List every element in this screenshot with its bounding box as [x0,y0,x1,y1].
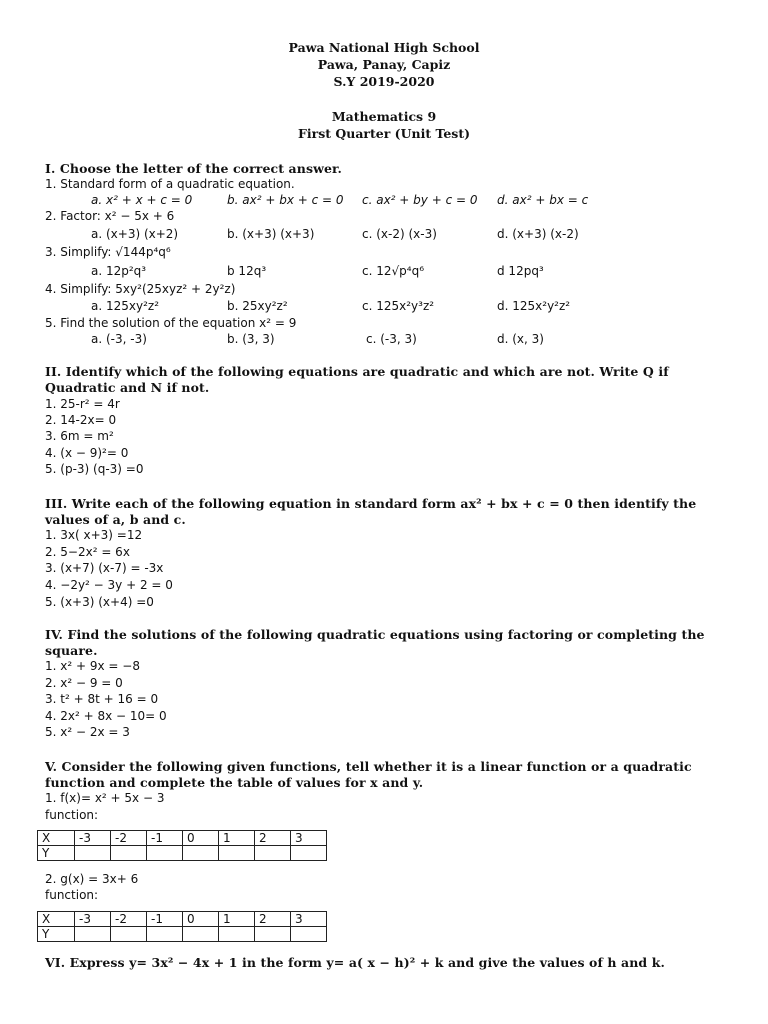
q2-option-c: c. (x-2) (x-3) [362,227,437,241]
part2-item: 3. 6m = m² [45,429,114,443]
school-year: S.Y 2019-2020 [333,74,435,89]
part4-item: 1. x² + 9x = −8 [45,659,140,673]
x-header-cell: X [38,912,75,927]
part4-item: 5. x² − 2x = 3 [45,725,130,739]
table-row-y [38,846,327,861]
x-value-cell: -2 [111,912,147,927]
part3-item: 5. (x+3) (x+4) =0 [45,595,154,609]
school-address: Pawa, Panay, Capiz [317,57,451,72]
q3-option-d: d 12pq³ [497,264,544,278]
school-name: Pawa National High School [288,40,480,55]
y-answer-cell[interactable] [75,846,111,861]
x-value-cell: -1 [147,831,183,846]
x-value-cell: 3 [291,912,327,927]
part1-q5: 5. Find the solution of the equation x² = 9 [45,316,297,330]
part3-item: 2. 5−2x² = 6x [45,545,130,559]
part4-item: 4. 2x² + 8x − 10= 0 [45,709,167,723]
x-value-cell: -3 [75,912,111,927]
part1-q1: 1. Standard form of a quadratic equation. [45,177,295,191]
q2-option-a: a. (x+3) (x+2) [91,227,179,241]
y-header-cell: Y [38,846,75,861]
q3-option-a: a. 12p²q³ [91,264,147,278]
x-value-cell: 1 [219,912,255,927]
y-answer-cell[interactable] [291,846,327,861]
part4-item: 3. t² + 8t + 16 = 0 [45,692,159,706]
x-value-cell: 3 [291,831,327,846]
q3-option-b: b 12q³ [227,264,267,278]
y-answer-cell[interactable] [219,927,255,942]
part2-heading-line2: Quadratic and N if not. [45,380,210,395]
part1-heading: I. Choose the letter of the correct answer. [45,161,342,176]
part2-item: 1. 25-r² = 4r [45,397,120,411]
q3-option-c: c. 12√p⁴q⁶ [362,264,424,278]
q2-option-b: b. (x+3) (x+3) [227,227,315,241]
table-of-values-g [37,911,327,942]
y-answer-cell[interactable] [147,846,183,861]
x-value-cell: -1 [147,912,183,927]
q5-option-a: a. (-3, -3) [91,332,147,346]
x-value-cell: -3 [75,831,111,846]
part4-item: 2. x² − 9 = 0 [45,676,123,690]
y-answer-cell[interactable] [111,846,147,861]
q1-option-c: c. ax² + by + c = 0 [362,193,478,207]
exam-title: First Quarter (Unit Test) [297,126,471,141]
part3-item: 4. −2y² − 3y + 2 = 0 [45,578,173,592]
part3-heading-line1: III. Write each of the following equation in standard form ax² + bx + c = 0 then identify the [45,496,697,511]
q4-option-d: d. 125x²y²z² [497,299,571,313]
function-f: 1. f(x)= x² + 5x − 3 [45,791,165,805]
part5-heading-line1: V. Consider the following given functions, tell whether it is a linear function or a quadratic [45,759,692,774]
q5-option-d: d. (x, 3) [497,332,544,346]
function-g: 2. g(x) = 3x+ 6 [45,872,139,886]
x-value-cell: -2 [111,831,147,846]
y-answer-cell[interactable] [183,927,219,942]
q4-option-c: c. 125x²y³z² [362,299,435,313]
part5-heading-line2: function and complete the table of values for x and y. [45,775,424,790]
q4-option-b: b. 25xy²z² [227,299,288,313]
y-answer-cell[interactable] [111,927,147,942]
table-of-values-f [37,830,327,861]
q1-option-d: d. ax² + bx = c [497,193,589,207]
part3-item: 1. 3x( x+3) =12 [45,528,143,542]
y-answer-cell[interactable] [219,846,255,861]
q2-option-d: d. (x+3) (x-2) [497,227,579,241]
part4-heading-line1: IV. Find the solutions of the following quadratic equations using factoring or completing the [45,627,705,642]
x-header-cell: X [38,831,75,846]
y-answer-cell[interactable] [255,846,291,861]
part1-q3: 3. Simplify: √144p⁴q⁶ [45,245,171,259]
q5-option-c: c. (-3, 3) [366,332,417,346]
q4-option-a: a. 125xy²z² [91,299,160,313]
part2-item: 2. 14-2x= 0 [45,413,117,427]
part2-item: 4. (x − 9)²= 0 [45,446,129,460]
x-value-cell: 1 [219,831,255,846]
q1-option-b: b. ax² + bx + c = 0 [227,193,344,207]
x-value-cell: 0 [183,912,219,927]
q1-option-a: a. x² + x + c = 0 [91,193,193,207]
x-value-cell: 0 [183,831,219,846]
part2-heading-line1: II. Identify which of the following equations are quadratic and which are not. Write Q if [45,364,669,379]
part3-heading-line2: values of a, b and c. [45,512,186,527]
part4-heading-line2: square. [45,643,98,658]
table-row-y [38,927,327,942]
table-row-x [38,912,327,927]
part3-item: 3. (x+7) (x-7) = -3x [45,561,164,575]
y-answer-cell[interactable] [75,927,111,942]
y-header-cell: Y [38,927,75,942]
y-answer-cell[interactable] [291,927,327,942]
q5-option-b: b. (3, 3) [227,332,275,346]
part1-q4: 4. Simplify: 5xy²(25xyz² + 2y²z) [45,282,236,296]
x-value-cell: 2 [255,831,291,846]
table-row-x [38,831,327,846]
y-answer-cell[interactable] [147,927,183,942]
y-answer-cell[interactable] [255,927,291,942]
part1-q2: 2. Factor: x² − 5x + 6 [45,209,175,223]
function-label: function: [45,808,99,822]
x-value-cell: 2 [255,912,291,927]
function-label: function: [45,888,99,902]
part2-item: 5. (p-3) (q-3) =0 [45,462,144,476]
subject-title: Mathematics 9 [331,109,437,124]
part6-heading: VI. Express y= 3x² − 4x + 1 in the form y= a( x − h)² + k and give the values of h and k. [45,955,665,970]
y-answer-cell[interactable] [183,846,219,861]
